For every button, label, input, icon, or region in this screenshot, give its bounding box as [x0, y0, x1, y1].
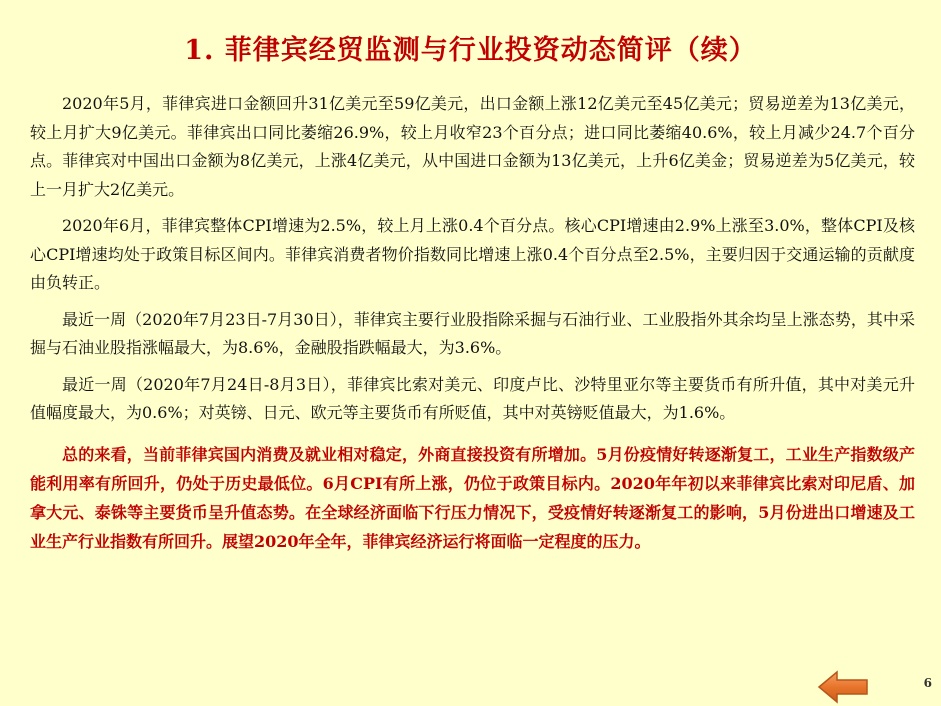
- back-button[interactable]: [817, 670, 869, 704]
- slide-body: [30, 90, 915, 564]
- left-arrow-icon: [817, 670, 869, 704]
- paragraph-stock-index: 最近一周（2020年7月23日-7月30日），菲律宾主要行业股指除采掘与石油行业、工业股指外其余均呈上涨态势，其中采掘与石油业股指涨幅最大，为8.6%，金融股指跌幅最大，为3.6%。: [30, 309, 915, 357]
- paragraph-currency: 最近一周（2020年7月24日-8月3日），菲律宾比索对美元、印度卢比、沙特里亚尔等主要货币有所升值，其中对美元升值幅度最大，为0.6%；对英镑、日元、欧元等主要货币有所贬值，其中对英镑贬值最大，为1.6%。: [30, 374, 915, 422]
- slide-title: 1. 菲律宾经贸监测与行业投资动态简评（续）: [184, 35, 757, 66]
- paragraph-conclusion: 总的来看，当前菲律宾国内消费及就业相对稳定，外商直接投资有所增加。5月份疫情好转逐渐复工，工业生产指数级产能利用率有所回升，仍处于历史最低位。6月CPI有所上涨，仍位于政策目标内。2020年年初以来菲律宾比索对印尼盾、加拿大元、泰铢等主要货币呈升值态势。在全球经济面临下行压力情况下，受疫情好转逐渐复工的影响，5月份进出口增速及工业生产行业指数有所回升。展望2020年全年，菲律宾经济运行将面临一定程度的压力。: [30, 444, 915, 551]
- paragraph-cpi: 2020年6月，菲律宾整体CPI增速为2.5%，较上月上涨0.4个百分点。核心CPI增速由2.9%上涨至3.0%，整体CPI及核心CPI增速均处于政策目标区间内。菲律宾消费者物价指数同比增速上涨0.4个百分点至2.5%，主要归因于交通运输的贡献度由负转正。: [30, 216, 915, 292]
- page-number: 6: [923, 676, 932, 690]
- paragraph-trade: 2020年5月，菲律宾进口金额回升31亿美元至59亿美元，出口金额上涨12亿美元至45亿美元；贸易逆差为13亿美元，较上月扩大9亿美元。菲律宾出口同比萎缩26.9%，较上月收窄23个百分点；进口同比萎缩40.6%，较上月减少24.7个百分点。菲律宾对中国出口金额为8亿美元，上涨4亿美元，从中国进口金额为13亿美元，上升6亿美金；贸易逆差为5亿美元，较上一月扩大2亿美元。: [30, 94, 915, 199]
